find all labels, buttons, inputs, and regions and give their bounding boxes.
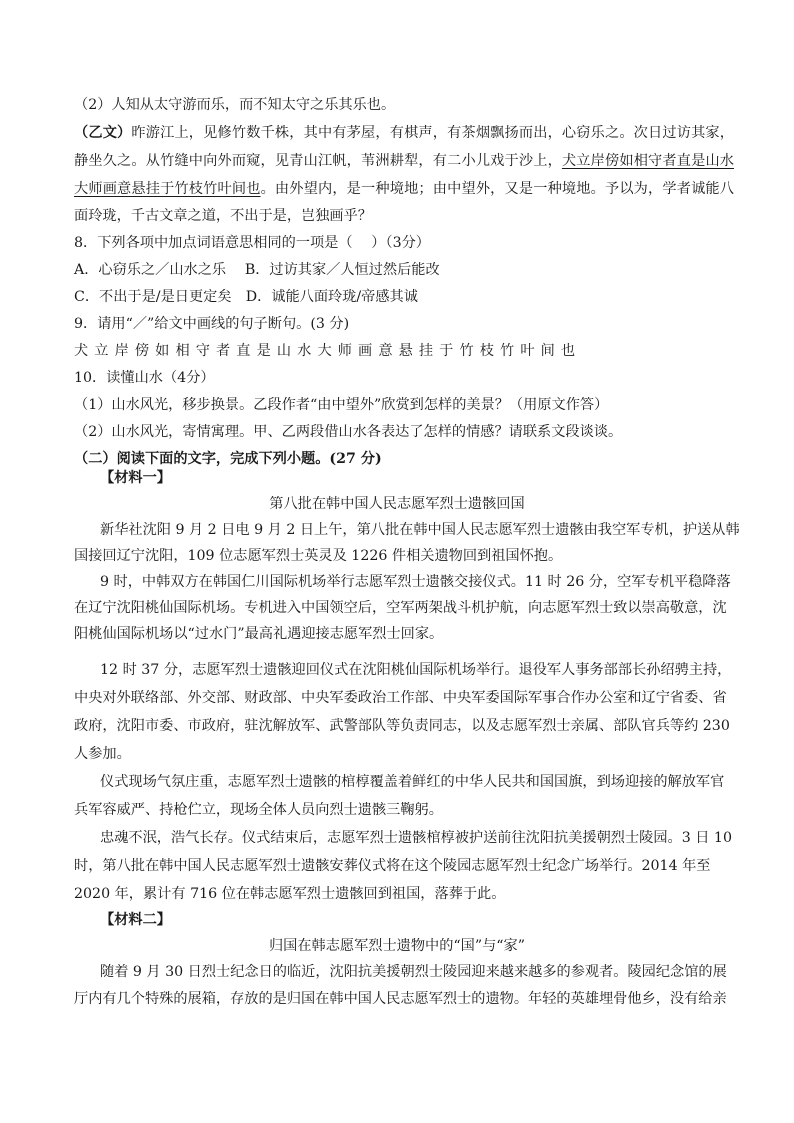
underlined-sentence: 犬立岸傍如相守者直是山水: [561, 153, 734, 169]
underlined-sentence: 大师画意悬挂于竹枝竹叶间也: [74, 181, 261, 197]
material-1-text: 12 时 37 分，志愿军烈士遗骸迎回仪式在沈阳桃仙国际机场举行。退役军人事务部部长孙绍骋主持，: [100, 662, 732, 678]
yiwen-line-2: [74, 151, 734, 171]
material-1-text: 忠魂不泯，浩气长存。仪式结束后，志愿军烈士遗骸棺椁被护送前往沈阳抗美援朝烈士陵园。3 日 10: [100, 830, 732, 846]
yiwen-text: 。由外望内，是一种境地；由中望外，又是一种境地。予以为，学者诚能八: [260, 181, 734, 197]
material-2-text: 随着 9 月 30 日烈士纪念日的临近，沈阳抗美援朝烈士陵园迎来越来越多的参观者。陵园纪念馆的展: [100, 964, 727, 980]
material-1-text: 兵军容威严、持枪伫立，现场全体人员向烈士遗骸三鞠躬。: [74, 802, 443, 818]
material-1-text: 仪式现场气氛庄重，志愿军烈士遗骸的棺椁覆盖着鲜红的中华人民共和国国旗，到场迎接的解放军官: [100, 774, 725, 790]
poem-question-2: （2）人知从太守游而乐，而不知太守之乐其乐也。: [74, 97, 396, 113]
question-8-options-ab: A．心窃乐之／山水之乐 B．过访其家／人恒过然后能改: [74, 262, 440, 278]
yiwen-text: 昨游江上，见修竹数千株，其中有茅屋，有棋声，有茶烟飘扬而出，心窃乐之。次日过访其家，: [131, 125, 734, 141]
material-1-text: 时，第八批在韩中国人民志愿军烈士遗骸安葬仪式将在这个陵园志愿军烈士纪念广场举行。2014 年至: [74, 858, 711, 874]
material-1-text: 人参加。: [74, 746, 131, 762]
material-1-label: 【材料一】: [100, 470, 171, 486]
section-2-heading: （二）阅读下面的文字，完成下列小题。(27 分): [74, 451, 382, 467]
question-9: 9．请用“／”给文中画线的句子断句。(3 分): [74, 316, 350, 332]
material-1-text: 中央对外联络部、外交部、财政部、中央军委政治工作部、中央军委国际军事合作办公室和辽宁省委、省: [74, 690, 727, 706]
material-1-text: 政府，沈阳市委、市政府，驻沈解放军、武警部队等负责同志，以及志愿军烈士亲属、部队官兵等约 230: [74, 718, 730, 734]
yiwen-line-4: 面玲珑，千古文章之道，不出于是，岂独画乎？: [74, 208, 372, 224]
yiwen-line-1: [74, 123, 734, 143]
question-10-part-1: （1）山水风光，移步换景。乙段作者“由中望外”欣赏到怎样的美景？（用原文作答）: [74, 397, 609, 413]
question-8-options-cd: C．不出于是/是日更定矣 D．诚能八面玲珑/帝感其诚: [74, 289, 418, 305]
material-2-title: 归国在韩志愿军烈士遗物中的“国”与“家”: [268, 938, 525, 954]
yiwen-text: 静坐久之。从竹缝中向外而窥，见青山江帆，苇洲耕犁，有二小儿戏于沙上，: [74, 153, 562, 169]
question-10: 10．读懂山水（4分）: [74, 370, 215, 386]
material-2-label: 【材料二】: [100, 912, 171, 928]
material-1-text: 国接回辽宁沈阳，109 位志愿军烈士英灵及 1226 件相关遗物回到祖国怀抱。: [74, 548, 563, 564]
question-9-sentence: 犬立岸傍如相守者直是山水大师画意悬挂于竹枝竹叶间也: [74, 343, 582, 359]
material-1-text: 9 时，中韩双方在韩国仁川国际机场举行志愿军烈士遗骸交接仪式。11 时 26 分，空军专机平稳降落: [100, 574, 731, 590]
material-2-text: 厅内有几个特殊的展箱，存放的是归国在韩中国人民志愿军烈士的遗物。年轻的英雄埋骨他乡，没有给亲: [74, 991, 727, 1007]
material-1-text: 新华社沈阳 9 月 2 日电 9 月 2 日上午，第八批在韩中国人民志愿军烈士遗骸由我空军专机，护送从韩: [100, 522, 740, 538]
material-1-title: 第八批在韩中国人民志愿军烈士遗骸回国: [269, 496, 525, 512]
material-1-text: 2020 年，累计有 716 位在韩志愿军烈士遗骸回到祖国，落葬于此。: [74, 886, 506, 902]
yiwen-label: （乙文）: [74, 125, 132, 141]
question-8: 8．下列各项中加点词语意思相同的一项是（ ）（3分）: [74, 235, 430, 251]
question-10-part-2: （2）山水风光，寄情寓理。甲、乙两段借山水各表达了怎样的情感？请联系文段谈谈。: [74, 424, 623, 440]
yiwen-line-3: [74, 179, 734, 199]
material-1-text: 在辽宁沈阳桃仙国际机场。专机进入中国领空后，空军两架战斗机护航，向志愿军烈士致以崇高敬意，沈: [74, 600, 727, 616]
material-1-text: 阳桃仙国际机场以“过水门”最高礼遇迎接志愿军烈士回家。: [74, 626, 444, 642]
